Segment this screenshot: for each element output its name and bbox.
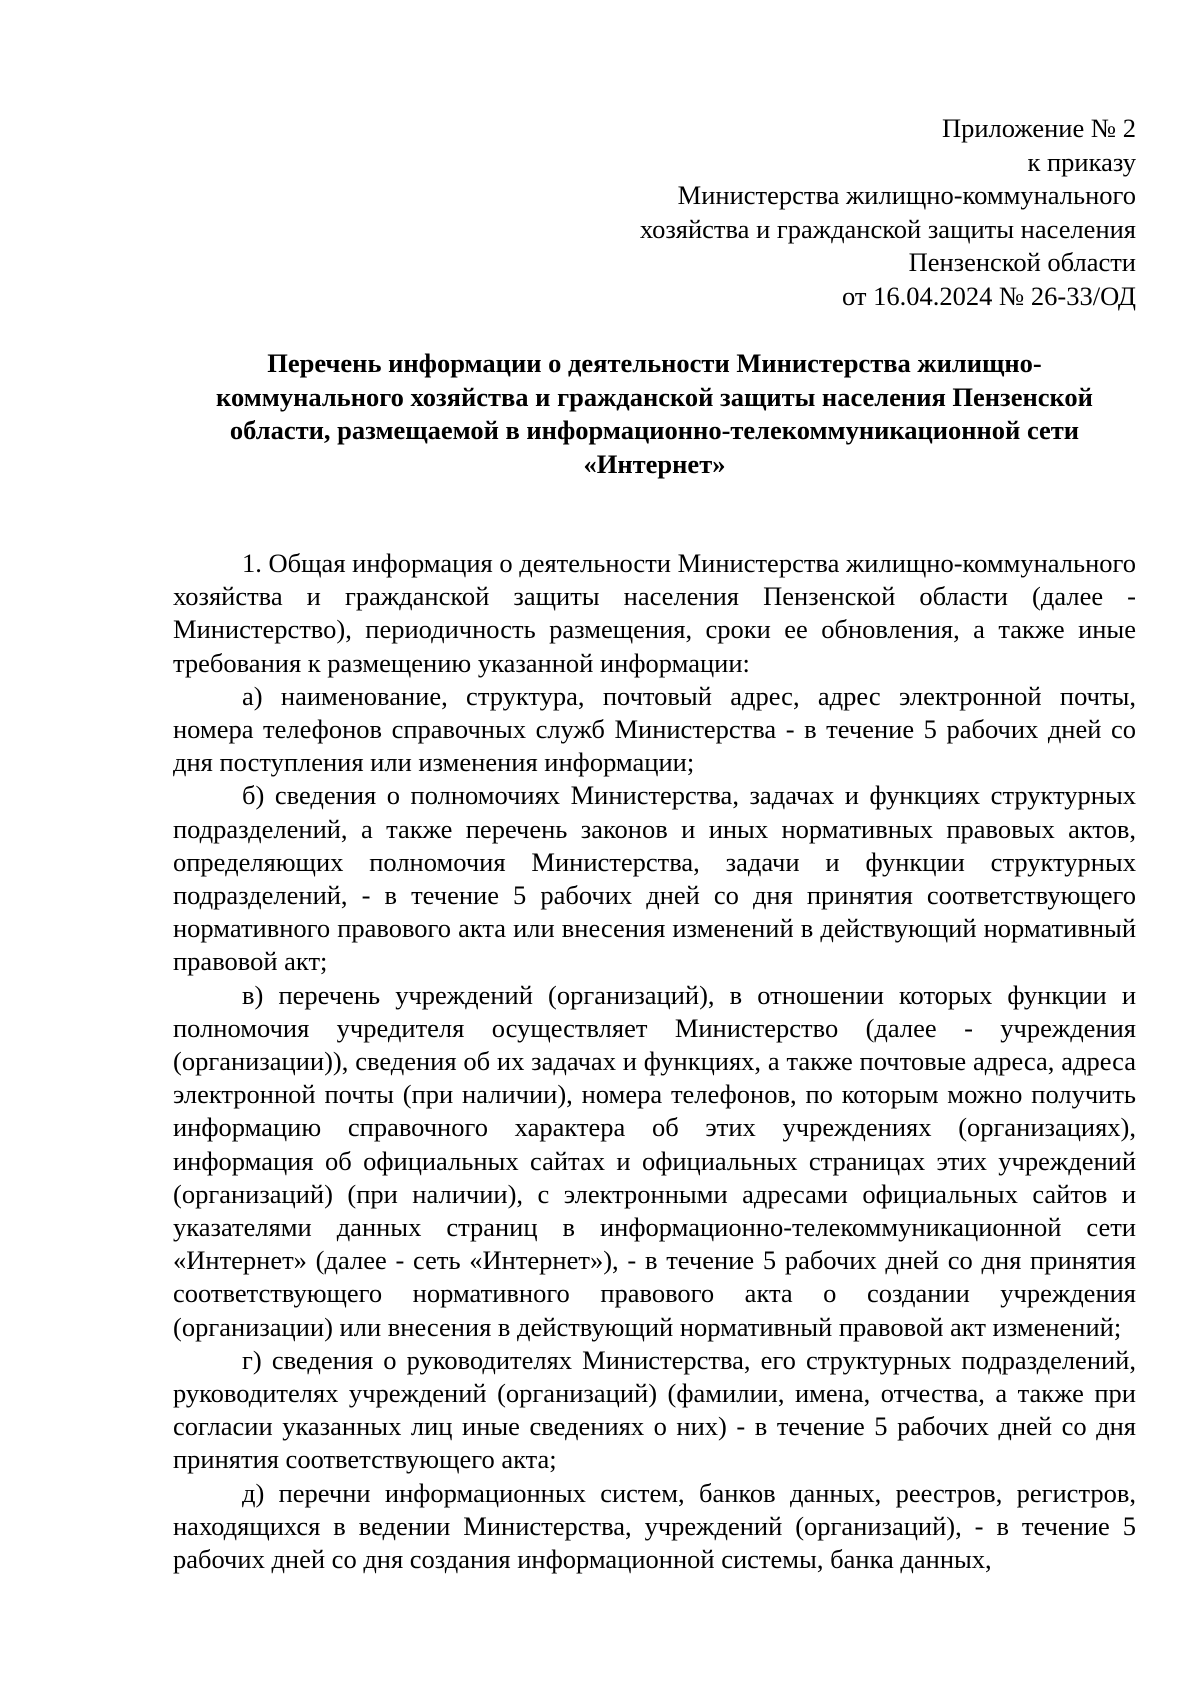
- paragraph-a: а) наименование, структура, почтовый адрес, адрес электронной почты, номера телефонов справочных служб Министерства - в течение 5 рабочих дней со дня поступления или изменения информации;: [173, 680, 1136, 778]
- document-page: [173, 112, 1136, 1576]
- appendix-number: Приложение № 2: [941, 113, 1136, 143]
- title-line-4: «Интернет»: [583, 448, 726, 479]
- document-body: [173, 547, 1136, 1576]
- appendix-region: Пензенской области: [908, 247, 1136, 277]
- title-line-2: коммунального хозяйства и гражданской защиты населения Пензенской: [216, 381, 1093, 412]
- title-line-3: области, размещаемой в информационно-телекоммуникационной сети: [229, 415, 1080, 445]
- appendix-ministry-line-1: Министерства жилищно-коммунального: [677, 180, 1136, 210]
- paragraph-d: д) перечни информационных систем, банков данных, реестров, регистров, находящихся в ведении Министерства, учреждений (организаций), - в течение 5 рабочих дней со дня создания информационной системы, банка данных,: [173, 1477, 1136, 1575]
- title-line-1: Перечень информации о деятельности Министерства жилищно-: [267, 348, 1042, 378]
- appendix-ministry-line-2: хозяйства и гражданской защиты населения: [639, 213, 1136, 244]
- paragraph-v: в) перечень учреждений (организаций), в отношении которых функции и полномочия учредителя осуществляет Министерство (далее - учреждения (организации)), сведения об их задачах и функциях, а также почтовые адреса, адреса электронной почты (при наличии), номера телефонов, по которым можно получить информацию справочного характера об этих учреждениях (организациях), информация об официальных сайтах и официальных страницах этих учреждений (организаций) (при наличии), с электронными адресами официальных сайтов и указателями данных страниц в информационно-телекоммуникационной сети «Интернет» (далее - сеть «Интернет»), - в течение 5 рабочих дней со дня принятия соответствующего нормативного правового акта о создании учреждения (организации) или внесения в действующий нормативный правовой акт изменений;: [173, 979, 1136, 1342]
- appendix-header: [173, 112, 1136, 313]
- paragraph-1: 1. Общая информация о деятельности Министерства жилищно-коммунального хозяйства и гражданской защиты населения Пензенской области (далее - Министерство), периодичность размещения, сроки ее обновления, а также иные требования к размещению указанной информации:: [173, 548, 1136, 678]
- appendix-order-ref: к приказу: [1027, 146, 1136, 177]
- appendix-order-date: от 16.04.2024 № 26-33/ОД: [842, 280, 1136, 311]
- paragraph-g: г) сведения о руководителях Министерства, его структурных подразделений, руководителях учреждений (организаций) (фамилии, имена, отчества, а также при согласии указанных лиц иные сведениях о них) - в течение 5 рабочих дней со дня принятия соответствующего акта;: [173, 1344, 1136, 1475]
- paragraph-b: б) сведения о полномочиях Министерства, задачах и функциях структурных подразделений, а также перечень законов и иных нормативных правовых актов, определяющих полномочия Министерства, задачи и функции структурных подразделений, - в течение 5 рабочих дней со дня принятия соответствующего нормативного правового акта или внесения изменений в действующий нормативный правовой акт;: [173, 780, 1136, 977]
- document-title: [173, 347, 1136, 481]
